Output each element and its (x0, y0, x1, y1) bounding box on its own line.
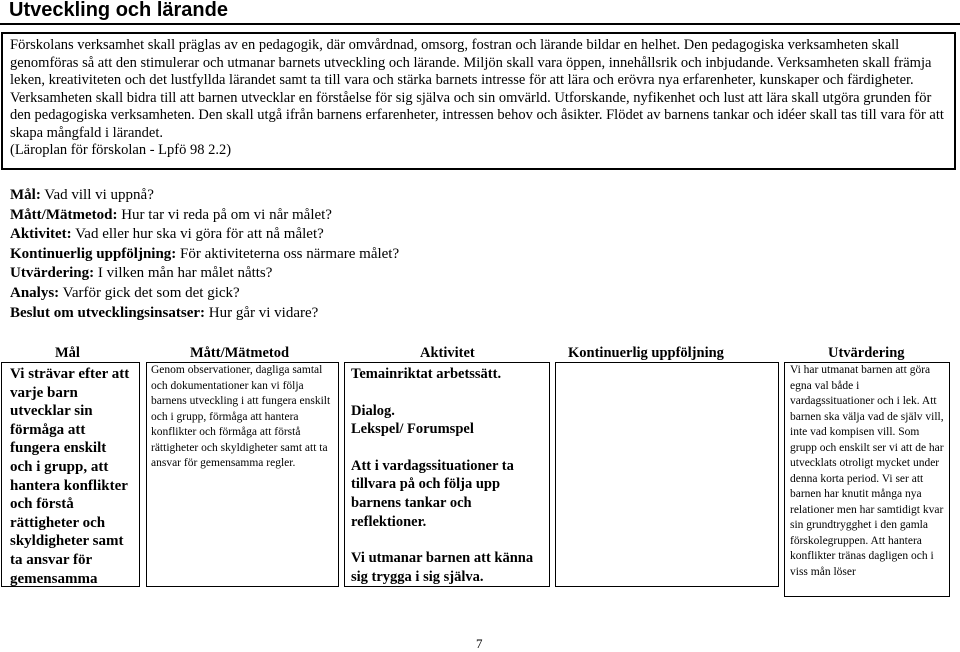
cell-matt: Genom observationer, dagliga samtal och dokumentationer kan vi följa barnens utveckling i att fungera enskilt och i grupp, förmåga att hantera konflikter och förmåga att förstå rättigheter och skyldigheter samt att ta ansvar för gemensamma regler. (146, 362, 339, 587)
activity-item: Dialog. Lekspel/ Forumspel (351, 402, 474, 438)
question-text: Vad eller hur ska vi göra för att nå målet? (71, 226, 324, 243)
header-utvardering: Utvärdering (828, 345, 905, 361)
question-label: Kontinuerlig uppföljning: (10, 245, 177, 262)
page-title: Utveckling och lärande (9, 0, 228, 21)
question-label: Utvärdering: (10, 265, 95, 282)
header-mal: Mål (55, 345, 80, 361)
activity-item: Att i vardagssituationer ta tillvara på och följa upp barnens tankar och reflektioner. (351, 457, 514, 530)
question-label: Mål: (10, 187, 41, 203)
cell-mal: Vi strävar efter att varje barn utvecklar sin förmåga att fungera enskilt och i grupp, att hantera konflikter och förstå rättigheter och skyldigheter samt ta ansvar för gemensamma (1, 362, 140, 587)
question-text: Vad vill vi uppnå? (40, 187, 154, 203)
question-label: Mått/Mätmetod: (10, 206, 118, 223)
question-text: I vilken mån har målet nåtts? (94, 265, 273, 282)
quote-body: Förskolans verksamhet skall präglas av en pedagogik, där omvårdnad, omsorg, fostran och lärande bildar en helhet. Den pedagogiska verksamheten skall genomföras så att den stimulerar och utmanar barnets utveckling och lärande. Miljön skall vara öppen, innehållsrik och inbjudande. Verksamheten skall främja leken, kreativiteten och det lustfyllda lärandet samt ta till vara och stärka barnets intresse för att lära och erövra nya erfarenheter, kunskaper och färdigheter. Verksamheten skall bidra till att barnen utvecklar en förståelse för sig själva och sin omvärld. Utforskande, nyfikenhet och lust att lära skall utgöra grunden för den pedagogiska verksamheten. Den skall utgå ifrån barnens erfarenheter, intressen behov och åsikter. Flödet av barnens tankar och idéer skall tas till vara för att skapa mångfald i lärandet. (10, 37, 944, 141)
question-label: Beslut om utvecklingsinsatser: (10, 304, 205, 321)
cell-aktivitet (344, 362, 550, 587)
question-text: Hur tar vi reda på om vi når målet? (117, 206, 332, 223)
question-analys (10, 284, 399, 304)
question-matt (10, 206, 399, 226)
question-text: Varför gick det som det gick? (59, 284, 240, 301)
activity-item: Vi utmanar barnen att känna sig trygga i sig själva. (351, 550, 534, 585)
question-text: Hur går vi vidare? (205, 304, 319, 321)
question-label: Aktivitet: (10, 226, 72, 243)
cell-utvardering: Vi har utmanat barnen att göra egna val både i vardagssituationer och i lek. Att barnen ska välja vad de själv vill, inte vad kompisen vill. Som grupp och enskilt ser vi att de har utvecklats otroligt mycket under denna korta period. Vi ser att barnen har knutit många nya relationer men har samtidigt kvar sin grundtrygghet i den gamla förskolegruppen. Att hantera konflikter tränas dagligen och i viss mån löser (784, 362, 950, 597)
page-number: 7 (476, 636, 483, 651)
question-mal (10, 186, 399, 206)
question-text: För aktiviteterna oss närmare målet? (176, 245, 400, 262)
question-aktivitet (10, 225, 399, 245)
question-list (10, 186, 399, 323)
header-matt: Mått/Mätmetod (190, 345, 290, 361)
question-utvardering (10, 264, 399, 284)
header-aktivitet: Aktivitet (420, 345, 475, 361)
quote-citation: (Läroplan för förskolan - Lpfö 98 2.2) (10, 142, 232, 158)
curriculum-quote (10, 37, 945, 160)
title-divider (0, 23, 960, 25)
activity-item: Temainriktat arbetssätt. (351, 366, 502, 382)
question-label: Analys: (10, 284, 60, 301)
question-beslut (10, 304, 399, 324)
question-uppfoljning (10, 245, 399, 265)
header-uppfoljning: Kontinuerlig uppföljning (568, 345, 724, 361)
cell-uppfoljning (555, 362, 779, 587)
